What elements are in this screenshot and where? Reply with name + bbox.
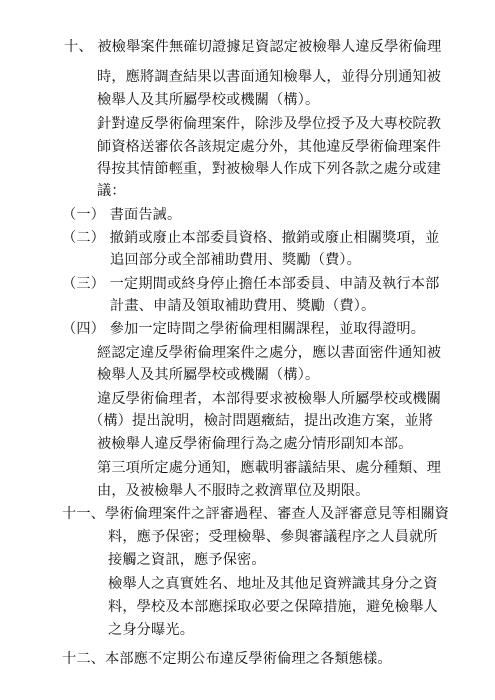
text-line: 計畫、申請及領取補助費用、獎勵（費）。 (110, 298, 376, 314)
text-line: 追回部分或全部補助費用、獎勵（費）。 (110, 252, 361, 268)
list-item: （四） 參加一定時間之學術倫理相關課程，並取得證明。 (62, 321, 426, 337)
text-line: 十二、本部應不定期公布違反學術倫理之各類態樣。 (62, 651, 392, 667)
text-line: （構）提出說明，檢討問題癥結，提出改進方案，並將 (89, 413, 434, 429)
text-line: 檢舉人及其所屬學校或機關（構）。 (97, 92, 320, 108)
list-item: （一） 書面告誡。 (62, 207, 182, 223)
text-line: 師資格送審依各該規定處分外，其他違反學術倫理案件 (97, 139, 442, 155)
text-line: 第三項所定處分通知，應載明審議結果、處分種類、理 (97, 460, 442, 476)
text-line: 時，應將調查結果以書面通知檢舉人，並得分別通知被 (97, 69, 442, 85)
text-line: 檢舉人之真實姓名、地址及其他足資辨識其身分之資 (108, 576, 438, 592)
text-line: 針對違反學術倫理案件，除涉及學位授予及大專校院教 (97, 116, 442, 132)
text-line: 被檢舉人違反學術倫理行為之處分情形副知本部。 (97, 436, 413, 452)
text-line: 料，學校及本部應採取必要之保障措施，避免檢舉人 (108, 599, 438, 615)
text-line: 經認定違反學術倫理案件之處分，應以書面密件通知被 (97, 345, 442, 361)
text-line: 料，應予保密；受理檢舉、參與審議程序之人員就所 (108, 529, 438, 545)
text-line: 接觸之資訊，應予保密。 (108, 552, 266, 568)
list-item: （三） 一定期間或終身停止擔任本部委員、申請及執行本部 (62, 276, 440, 292)
text-line: 十、 被檢舉案件無確切證據足資認定被檢舉人違反學術倫理 (64, 39, 442, 55)
list-item: （二） 撤銷或廢止本部委員資格、撤銷或廢止相關獎項，並 (62, 230, 440, 246)
text-line: 檢舉人及其所屬學校或機關（構）。 (97, 367, 320, 383)
text-line: 議： (97, 183, 126, 199)
text-line: 違反學術倫理者，本部得要求被檢舉人所屬學校或機關 (97, 391, 442, 407)
text-line: 十一、學術倫理案件之評審過程、審查人及評審意見等相關資 (62, 506, 450, 522)
text-line: 之身分曝光。 (108, 622, 195, 638)
text-line: 得按其情節輕重，對被檢舉人作成下列各款之處分或建 (97, 161, 442, 177)
text-line: 由，及被檢舉人不服時之救濟單位及期限。 (97, 483, 370, 499)
